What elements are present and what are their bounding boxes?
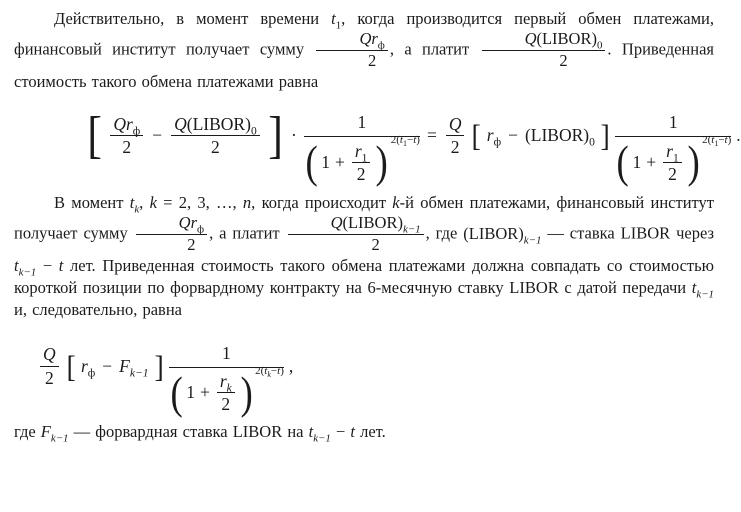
right-paren: ) — [240, 366, 253, 418]
variable-t: t — [308, 421, 314, 441]
fraction-denominator: 2 — [371, 235, 380, 255]
exponent — [702, 134, 732, 149]
left-paren: ( — [616, 136, 630, 188]
variable-t: t — [691, 278, 697, 298]
variable-Q: Q — [524, 29, 537, 49]
variable-r: r — [666, 140, 673, 161]
term-r-fixed — [486, 125, 502, 149]
subscript-1: 1 — [402, 139, 407, 149]
subscript-0: 0 — [596, 39, 603, 52]
text-run: В момент — [54, 193, 130, 213]
variable-t: t — [264, 364, 268, 377]
variable-r: r — [354, 140, 362, 161]
variable-t: t — [724, 134, 728, 147]
fraction-qr-fixed — [110, 114, 143, 157]
right-paren: ) — [687, 136, 700, 188]
subscript-1: 1 — [672, 152, 679, 165]
variable-t: t — [14, 256, 19, 276]
fraction-denominator: 2 — [187, 235, 196, 255]
subscript-k1: k−1 — [50, 431, 69, 444]
minus-sign: − — [508, 125, 518, 146]
right-paren: ) — [375, 136, 389, 188]
fraction-denominator — [169, 364, 284, 418]
paragraph-1 — [14, 8, 714, 93]
text-run: , где — [425, 223, 464, 243]
exp-text: ) — [416, 134, 420, 147]
variable-r: r — [486, 125, 494, 146]
term-libor0 — [524, 125, 595, 149]
exponent — [255, 365, 284, 377]
paragraph-3 — [14, 421, 714, 443]
right-bracket: ] — [154, 348, 164, 384]
variable-k: k — [392, 193, 400, 213]
variable-k: k — [149, 193, 157, 213]
fraction-numerator: Q — [40, 344, 59, 366]
subscript-k1: k−1 — [129, 367, 149, 380]
minus-sign: − — [152, 125, 163, 146]
left-paren: ( — [170, 366, 183, 418]
text-run: и, следовательно, равна — [14, 300, 182, 320]
fraction-r1-2 — [352, 141, 371, 184]
left-bracket: [ — [66, 348, 76, 384]
subscript-k: k — [134, 203, 140, 216]
variable-t: t — [331, 9, 336, 28]
fraction-denominator — [304, 134, 420, 188]
left-bracket: [ — [87, 106, 103, 164]
variable-t: t — [58, 256, 64, 276]
fraction-denominator: 2 — [450, 137, 460, 158]
number-one: 1 — [632, 151, 642, 172]
fraction-qr-fixed — [136, 214, 207, 255]
libor-term: (LIBOR) — [463, 223, 524, 243]
fraction-denominator: 2 — [44, 367, 54, 388]
subscript-k: k — [267, 369, 271, 379]
right-bracket: ] — [268, 106, 283, 164]
subscript-k1: k−1 — [402, 223, 421, 236]
subscript-1: 1 — [335, 19, 342, 32]
text-run: , а платит — [209, 223, 286, 243]
fraction-denominator: 2 — [368, 51, 377, 71]
discount-fraction-1 — [304, 112, 420, 188]
fraction-qr-fixed — [316, 30, 387, 71]
fraction-numerator — [110, 114, 143, 136]
term-r-fixed — [80, 355, 96, 380]
variable-tk — [129, 193, 140, 216]
fraction-numerator — [352, 141, 371, 163]
term-forward-rate — [40, 421, 69, 444]
exp-text: ) — [280, 364, 284, 377]
fraction-denominator: 2 — [221, 394, 231, 415]
subscript-f: ф — [132, 125, 141, 138]
right-bracket: ] — [600, 118, 610, 154]
variable-Qr: Qr — [359, 29, 378, 49]
period: . — [736, 125, 741, 146]
variable-r: r — [80, 355, 88, 376]
text-run: , когда производится первый обмен платежами, финансовый институт получает сумму — [14, 9, 715, 59]
variable-tk1 — [308, 421, 331, 444]
left-paren: ( — [305, 136, 318, 188]
fraction-numerator — [217, 371, 235, 393]
fraction-numerator — [136, 214, 207, 235]
variable-t: t — [129, 193, 135, 213]
text-run: , когда происходит — [251, 193, 393, 213]
exp-text: 2( — [255, 364, 265, 377]
plus-sign: + — [199, 382, 210, 403]
comma: , — [288, 355, 294, 376]
minus-sign: − — [102, 355, 113, 376]
subscript-f: ф — [87, 367, 96, 380]
variable-n: n — [242, 193, 252, 213]
term-forward-rate — [119, 355, 149, 380]
subscript-0: 0 — [250, 125, 257, 138]
plus-sign: + — [646, 151, 657, 172]
fraction-denominator: 2 — [356, 163, 366, 184]
variable-Q: Q — [174, 114, 187, 135]
fraction-q-2 — [40, 344, 59, 387]
text-run: лет. Приведенная стоимость такого обмена платежами должна совпадать со стоимостью короткой позиции по форвардному контракту на 6-месячную ставку LIBOR с датой передачи — [14, 256, 714, 298]
fraction-denominator: 2 — [559, 51, 568, 71]
text-run: — форвардная ставка LIBOR на — [68, 421, 309, 441]
subscript-f: ф — [493, 136, 502, 149]
text-run: − — [330, 421, 351, 441]
variable-Qr: Qr — [178, 213, 198, 233]
libor-term: (LIBOR) — [536, 29, 597, 49]
text-run: , а платит — [389, 39, 480, 59]
left-bracket: [ — [471, 118, 482, 154]
subscript-1: 1 — [714, 139, 719, 149]
text-run: . Приведенная стоимость такого обмена платежами равна — [14, 39, 714, 92]
number-one: 1 — [186, 382, 195, 403]
subscript-f: ф — [377, 39, 385, 52]
variable-tk1 — [14, 256, 37, 279]
fraction-numerator: 1 — [615, 112, 731, 137]
text-run: -й обмен платежами, финансовый институт получает сумму — [14, 193, 714, 243]
exp-text: 2( — [390, 134, 400, 147]
text-run: Действительно, в момент времени — [54, 9, 332, 28]
subscript-f: ф — [197, 223, 205, 236]
fraction-denominator: 2 — [122, 137, 132, 158]
text-run: где — [14, 421, 41, 441]
text-run: — ставка LIBOR через — [541, 223, 715, 243]
display-formula-1 — [86, 99, 741, 188]
variable-t: t — [399, 134, 403, 147]
variable-F: F — [40, 421, 51, 441]
fraction-q-libor0 — [482, 30, 606, 71]
fraction-numerator — [288, 214, 424, 235]
equals-sign: = — [426, 125, 437, 146]
text-run: , — [139, 193, 150, 213]
fraction-numerator — [482, 30, 606, 51]
variable-tk1 — [691, 278, 714, 301]
fraction-q-libork — [288, 214, 424, 255]
minus-sign: − — [718, 134, 725, 147]
variable-t1 — [331, 9, 342, 32]
fraction-numerator: Q — [446, 114, 465, 136]
libor-term: (LIBOR) — [186, 114, 251, 135]
minus-sign: − — [270, 364, 278, 377]
variable-t: t — [350, 421, 355, 441]
text-run: − — [36, 256, 59, 276]
fraction-r1-2 — [663, 141, 682, 184]
fraction-denominator — [615, 134, 732, 188]
fraction-rk-2 — [217, 371, 235, 414]
denominator-inner — [321, 141, 372, 184]
display-formula-2 — [38, 330, 714, 418]
denominator-inner — [633, 141, 684, 184]
fraction-numerator: 1 — [169, 343, 284, 368]
libor-term: (LIBOR) — [524, 125, 590, 146]
denominator-inner — [186, 371, 237, 414]
fraction-q-libor0 — [171, 114, 260, 157]
paragraph-2 — [14, 192, 714, 321]
fraction-numerator — [316, 30, 387, 51]
exp-text: 2( — [702, 134, 712, 147]
dot-operator: · — [291, 125, 297, 146]
exponent — [390, 134, 420, 149]
text-run: лет. — [354, 421, 386, 441]
plus-sign: + — [334, 151, 345, 172]
variable-t: t — [413, 134, 417, 147]
variable-t: t — [277, 364, 281, 377]
variable-r: r — [219, 370, 227, 391]
variable-Q: Q — [330, 213, 343, 233]
subscript-0: 0 — [589, 136, 595, 149]
fraction-numerator — [171, 114, 260, 136]
fraction-numerator: 1 — [304, 112, 420, 137]
discount-fraction-2 — [169, 343, 284, 416]
fraction-denominator: 2 — [668, 163, 677, 184]
number-one: 1 — [321, 151, 330, 172]
subscript-k1: k−1 — [313, 431, 331, 444]
subscript-k1: k−1 — [523, 233, 542, 246]
subscript-k1: k−1 — [18, 266, 37, 279]
minus-sign: − — [406, 134, 414, 147]
fraction-denominator: 2 — [211, 137, 220, 158]
exp-text: ) — [727, 134, 732, 147]
text-run: = 2, 3, …, — [156, 193, 243, 213]
subscript-k: k — [226, 382, 232, 395]
variable-F: F — [119, 355, 130, 376]
variable-Qr: Qr — [113, 114, 133, 135]
variable-t: t — [711, 134, 715, 147]
libor-term: (LIBOR) — [342, 213, 403, 233]
discount-fraction-1-rhs — [615, 112, 732, 188]
fraction-numerator — [663, 141, 682, 163]
term-libork — [463, 223, 542, 246]
subscript-1: 1 — [361, 152, 368, 165]
fraction-q-2 — [446, 114, 465, 157]
subscript-k1: k−1 — [696, 288, 714, 301]
